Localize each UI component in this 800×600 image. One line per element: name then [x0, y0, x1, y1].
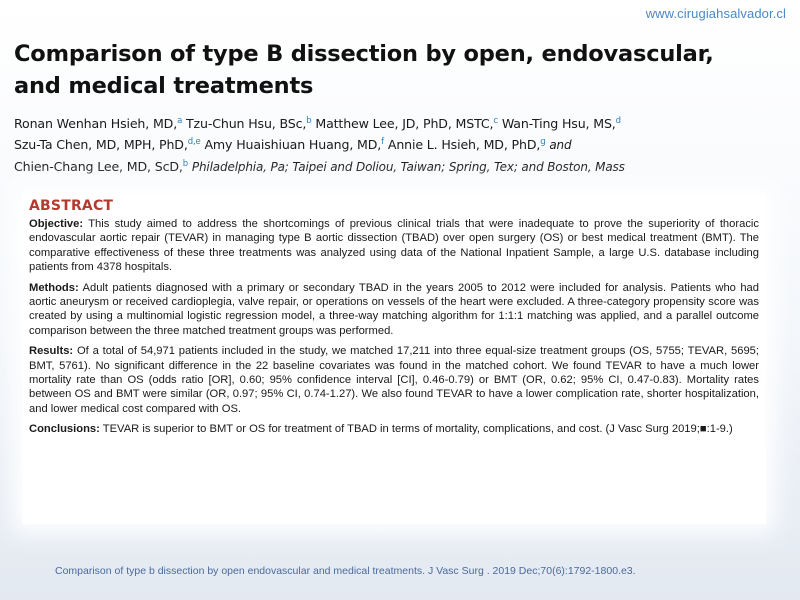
author-name: Tzu-Chun Hsu, BSc,	[186, 116, 307, 131]
author-conjunction: and	[549, 138, 572, 152]
author-affiliation-mark: b	[182, 159, 189, 169]
abstract-objective	[29, 217, 759, 275]
author-affiliation-mark: f	[381, 137, 384, 147]
abstract-heading: ABSTRACT	[29, 198, 114, 214]
author-name: Matthew Lee, JD, PhD, MSTC,	[315, 116, 494, 131]
methods-text: Adult patients diagnosed with a primary or secondary TBAD in the years 2005 to 2012 were included for analysis. Patients who had aortic aneurysm or received cardioplegia, valve repair, or operations on vessels of the heart were excluded. A three-category propensity score was created by using a multinomial logistic regression model, a three-way matching algorithm for 1:1:1 matching was applied, and a parallel outcome comparison between the three matched treatment groups was performed.	[29, 281, 759, 337]
author-name: Amy Huaishiuan Huang, MD,	[204, 137, 382, 152]
author-list	[14, 113, 790, 178]
conclusions-text: TEVAR is superior to BMT or OS for treatment of TBAD in terms of mortality, complications, and cost. (J Vasc Surg 2019;■:1-9.)	[102, 423, 733, 436]
abstract-methods	[29, 281, 759, 339]
author-affiliation-mark: d,e	[187, 137, 201, 147]
citation-caption: Comparison of type b dissection by open endovascular and medical treatments. J Vasc Surg . 2019 Dec;70(6):1792-1800.e3.	[55, 565, 636, 577]
author-affiliation-mark: a	[177, 116, 183, 126]
abstract-body	[29, 217, 759, 443]
author-affiliation-mark: g	[540, 137, 546, 147]
author-name: Chien-Chang Lee, MD, ScD,	[14, 159, 183, 174]
methods-label: Methods:	[29, 281, 79, 294]
author-name: Annie L. Hsieh, MD, PhD,	[387, 137, 541, 152]
author-affiliation-mark: c	[493, 116, 498, 126]
results-label: Results:	[29, 345, 74, 358]
author-name: Wan-Ting Hsu, MS,	[501, 116, 616, 131]
results-text: Of a total of 54,971 patients included in the study, we matched 17,211 into three equal-size treatment groups (OS, 5755; TEVAR, 5695; BMT, 5761). No significant difference in the 22 baseline covariates was found in the matched cohort. We found TEVAR to have a much lower mortality rate than OS (odds ratio [OR], 0.60; 95% confidence interval [CI], 0.46-0.79) or BMT (OR, 0.62; 95% CI, 0.47-0.83). Mortality rates between OS and BMT were similar (OR, 0.97; 95% CI, 0.74-1.27). We also found TEVAR to have a lower complication rate, shorter hospitalization, and lower medical cost compared with OS.	[29, 345, 760, 415]
abstract-results	[29, 344, 759, 416]
abstract-conclusions	[29, 422, 759, 436]
paper-title: Comparison of type B dissection by open, endovascular, and medical treatments	[14, 41, 714, 99]
author-affiliation-mark: b	[306, 116, 312, 126]
objective-label: Objective:	[29, 218, 84, 230]
affiliation-locations: Philadelphia, Pa; Taipei and Doliou, Taiwan; Spring, Tex; and Boston, Mass	[191, 160, 625, 174]
site-watermark: www.cirugiahsalvador.cl	[645, 6, 786, 21]
author-name: Ronan Wenhan Hsieh, MD,	[14, 116, 178, 131]
objective-text: This study aimed to address the shortcomings of previous clinical trials that were inadequate to prove the superiority of thoracic endovascular aortic repair (TEVAR) in managing type B aortic dissection (TBAD) over open surgery (OS) or best medical treatment (BMT). The comparative effectiveness of these three treatments was analyzed using data of the National Inpatient Sample, a large U.S. database including patients from 4378 hospitals.	[29, 218, 759, 274]
author-name: Szu-Ta Chen, MD, MPH, PhD,	[14, 137, 188, 152]
author-affiliation-mark: d	[615, 116, 621, 126]
conclusions-label: Conclusions:	[29, 423, 100, 436]
